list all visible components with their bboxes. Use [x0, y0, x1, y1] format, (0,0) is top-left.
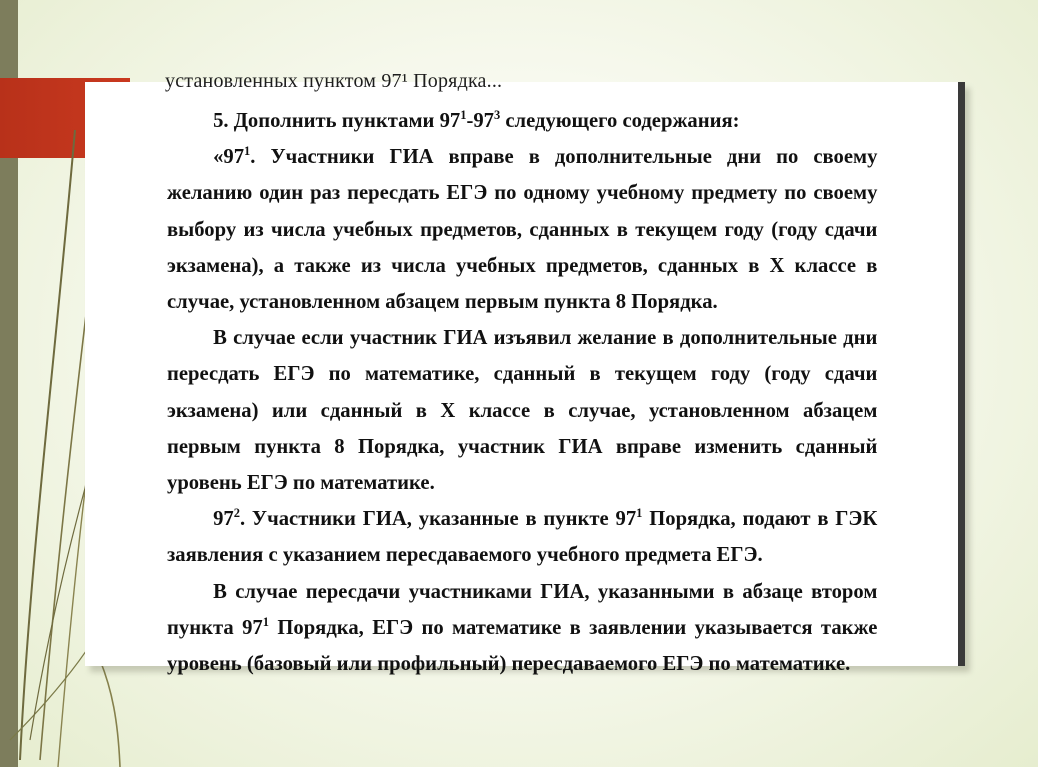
- paragraph-text: -97: [466, 108, 494, 132]
- paragraph-text: Порядка, ЕГЭ по математике в заявлении указывается также уровень (базовый или профильный) пересдаваемого ЕГЭ по математике.: [167, 614, 878, 676]
- scanned-document: [85, 70, 965, 676]
- document-cut-line: установленных пунктом 97¹ Порядка...: [165, 70, 503, 92]
- paragraph-text: 5. Дополнить пунктами 97: [213, 108, 461, 132]
- paragraph-superscript: 2: [233, 505, 240, 521]
- paragraph-superscript: 3: [493, 106, 501, 122]
- document-paragraph: [167, 319, 877, 500]
- paragraph-text: В случае если участник ГИА изъявил желание в дополнительные дни пересдать ЕГЭ по математике, сданный в текущем году (году сдачи экзамена) или сданный в X классе в случае, установленном абзацем первым пункта 8 Порядка, участник ГИА вправе изменить сданный уровень ЕГЭ по математике.: [167, 325, 878, 495]
- paragraph-text: Порядка, подают в ГЭК заявления с указанием пересдаваемого учебного предмета ЕГЭ.: [167, 506, 878, 567]
- document-paragraph: [167, 102, 877, 138]
- paragraph-superscript: 1: [636, 505, 643, 521]
- paragraph-text: следующего содержания:: [500, 108, 740, 132]
- paragraph-text: . Участники ГИА вправе в дополнительные дни по своему желанию один раз пересдать ЕГЭ по одному учебному предмету по своему выбору из числа учебных предметов, сданных в текущем году (году сдачи экзамена), а также из числа учебных предметов, сданных в X классе в случае, установленном абзацем первым пункта 8 Порядка.: [167, 144, 878, 314]
- paragraph-superscript: 1: [262, 613, 269, 629]
- paragraph-text: . Участники ГИА, указанные в пункте 97: [239, 506, 637, 531]
- document-paragraph: [167, 573, 877, 682]
- paragraph-text: 97: [213, 506, 234, 531]
- paragraph-text: «97: [213, 144, 245, 169]
- document-paragraph: [167, 138, 877, 319]
- paragraph-text: В случае пересдачи участниками ГИА, указанными в абзаце втором пункта 97: [167, 578, 878, 639]
- paragraph-superscript: 1: [244, 143, 251, 159]
- paragraph-superscript: 1: [460, 106, 467, 122]
- document-text: [167, 102, 877, 681]
- document-paragraph: [167, 500, 877, 572]
